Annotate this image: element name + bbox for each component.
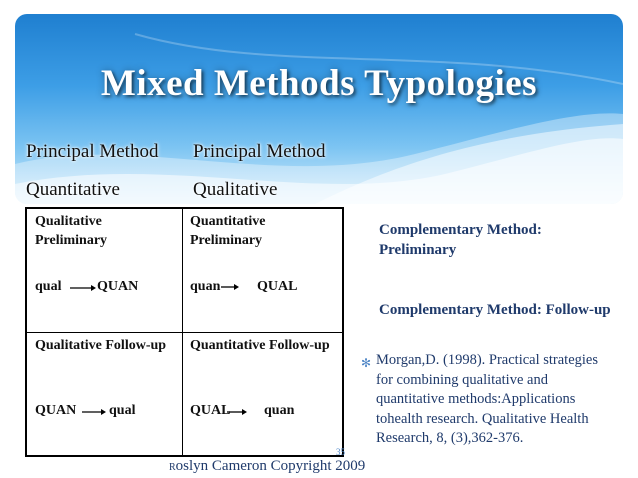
title-banner: [15, 14, 623, 204]
reference-citation: Morgan,D. (1998). Practical strategies for combining qualitative and quantitative methods:Applications tohealth research. Qualitative Health Research, 8, (3),362-376.: [376, 352, 599, 446]
arrow-right-icon: [221, 283, 239, 291]
asterisk-bullet-icon: ✻: [361, 356, 372, 370]
cell-qualitative-preliminary-to: QUAN: [97, 279, 139, 294]
grid-divider-horizontal: [27, 332, 342, 333]
cell-qualitative-preliminary-title: Qualitative Preliminary: [35, 214, 108, 248]
cell-quantitative-preliminary-to: QUAL: [257, 279, 298, 294]
principal-method-quantitative: Quantitative: [26, 179, 120, 200]
arrow-right-icon: [70, 284, 96, 292]
page-number: 35: [336, 447, 345, 457]
cell-quantitative-followup-title: Quantitative Follow-up: [190, 338, 330, 353]
principal-method-label-1: Principal Method: [26, 141, 159, 162]
cell-quantitative-followup-to: quan: [264, 403, 295, 418]
arrow-right-icon: [227, 408, 247, 416]
principal-method-qualitative: Qualitative: [193, 179, 278, 200]
copyright-initial: R: [169, 462, 176, 473]
slide-title: Mixed Methods Typologies: [100, 63, 538, 104]
wave-decoration: [15, 14, 623, 204]
cell-qualitative-preliminary-from: qual: [35, 279, 62, 294]
cell-quantitative-followup-from: QUAL: [190, 403, 231, 418]
cell-qualitative-followup-title: Qualitative Follow-up: [35, 338, 167, 353]
typology-grid: [25, 207, 344, 457]
copyright-text: oslyn Cameron Copyright 2009: [175, 458, 366, 474]
cell-quantitative-preliminary-title: Quantitative Preliminary: [190, 214, 266, 248]
principal-method-label-2: Principal Method: [193, 141, 326, 162]
arrow-right-icon: [82, 408, 106, 416]
complementary-method-preliminary: Complementary Method: Preliminary: [379, 222, 542, 258]
copyright-notice: [169, 458, 365, 475]
cell-qualitative-followup-from: QUAN: [35, 403, 77, 418]
cell-quantitative-preliminary-from: quan: [190, 279, 221, 294]
cell-qualitative-followup-to: qual: [109, 403, 136, 418]
complementary-method-followup: Complementary Method: Follow-up: [379, 302, 611, 318]
